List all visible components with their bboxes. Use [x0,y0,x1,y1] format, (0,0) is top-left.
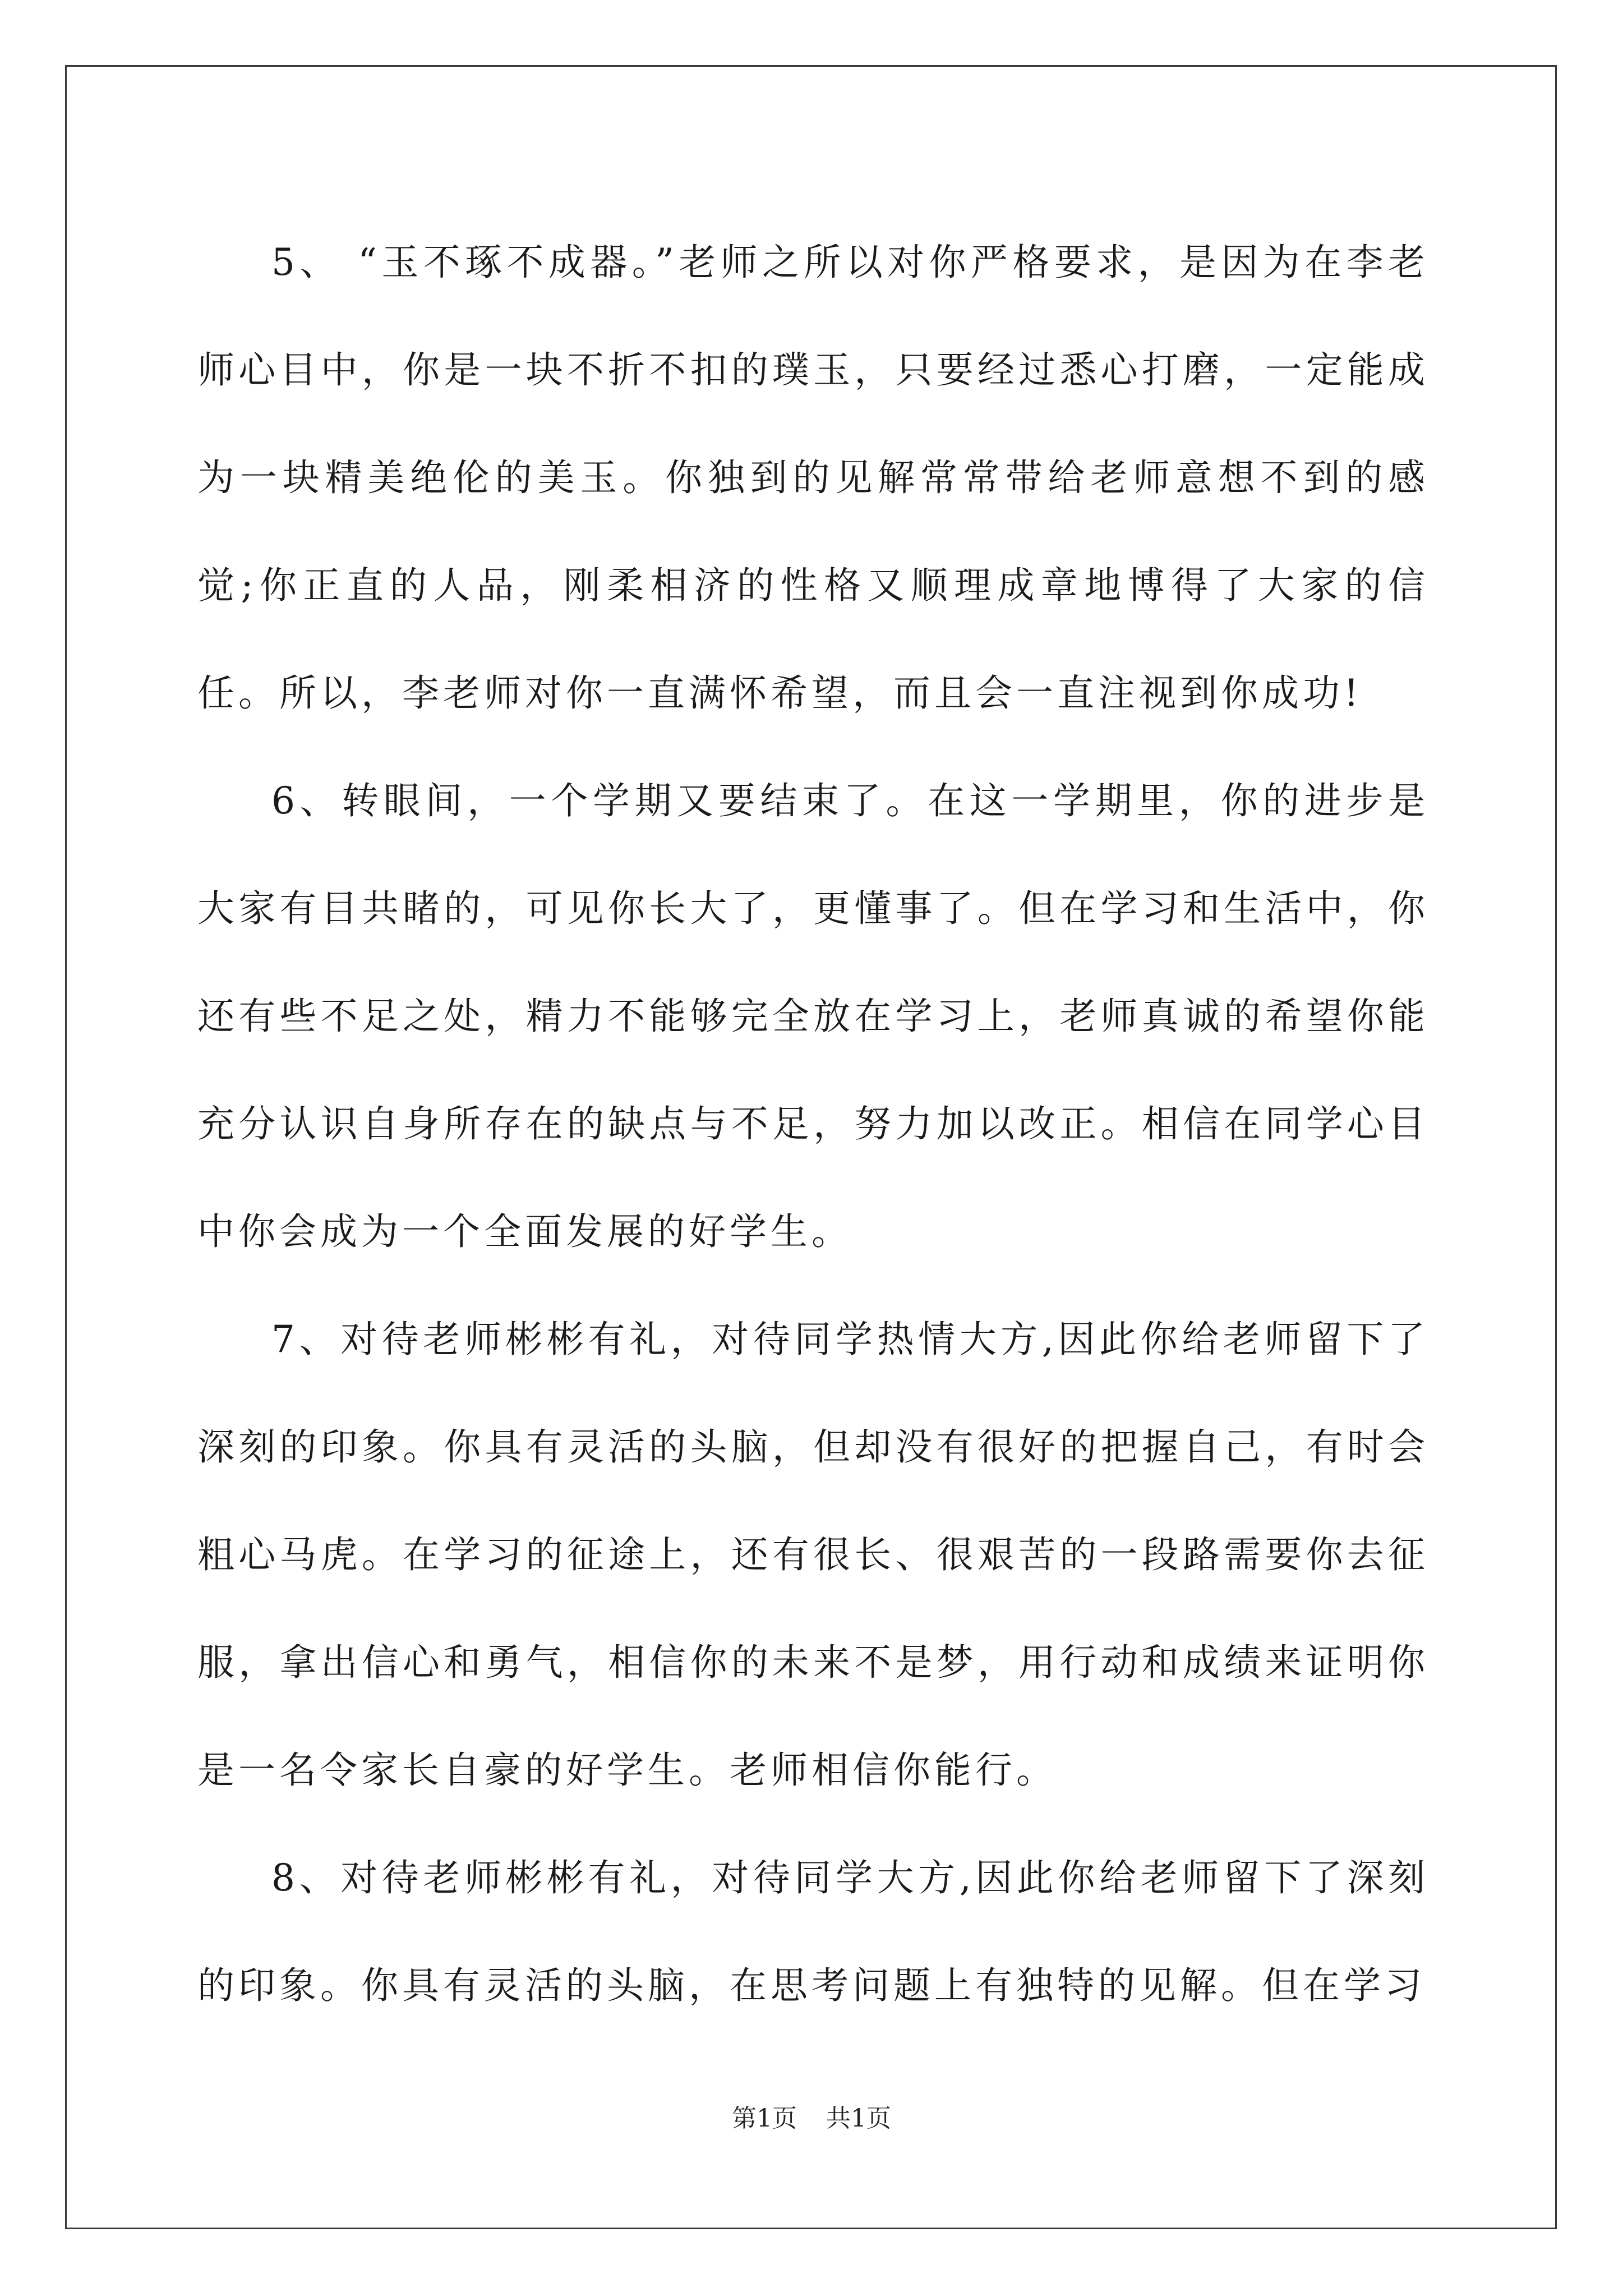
paragraph-5: 5、 “玉不琢不成器。”老师之所以对你严格要求，是因为在李老师心目中，你是一块不折不扣的璞玉，只要经过悉心打磨，一定能成为一块精美绝伦的美玉。你独到的见解常常带给老师意想不到的感觉;你正直的人品，刚柔相济的性格又顺理成章地博得了大家的信任。所以，李老师对你一直满怀希望，而且会一直注视到你成功! [197,241,1429,715]
document-body [197,209,1429,2040]
page-total: 共1页 [826,2104,891,2133]
page-number: 第1页 [732,2104,797,2133]
page-footer [0,2098,1623,2134]
paragraph-8: 8、对待老师彬彬有礼，对待同学大方,因此你给老师留下了深刻的印象。你具有灵活的头脑，在思考问题上有独特的见解。但在学习 [197,1856,1429,2007]
paragraph-6: 6、转眼间，一个学期又要结束了。在这一学期里，你的进步是大家有目共睹的，可见你长大了，更懂事了。但在学习和生活中，你还有些不足之处，精力不能够完全放在学习上，老师真诚的希望你能充分认识自身所存在的缺点与不足，努力加以改正。相信在同学心目中你会成为一个全面发展的好学生。 [197,779,1429,1253]
paragraph-7: 7、对待老师彬彬有礼，对待同学热情大方,因此你给老师留下了深刻的印象。你具有灵活的头脑，但却没有很好的把握自己，有时会粗心马虎。在学习的征途上，还有很长、很艰苦的一段路需要你去征服，拿出信心和勇气，相信你的未来不是梦，用行动和成绩来证明你是一名令家长自豪的好学生。老师相信你能行。 [197,1318,1429,1792]
